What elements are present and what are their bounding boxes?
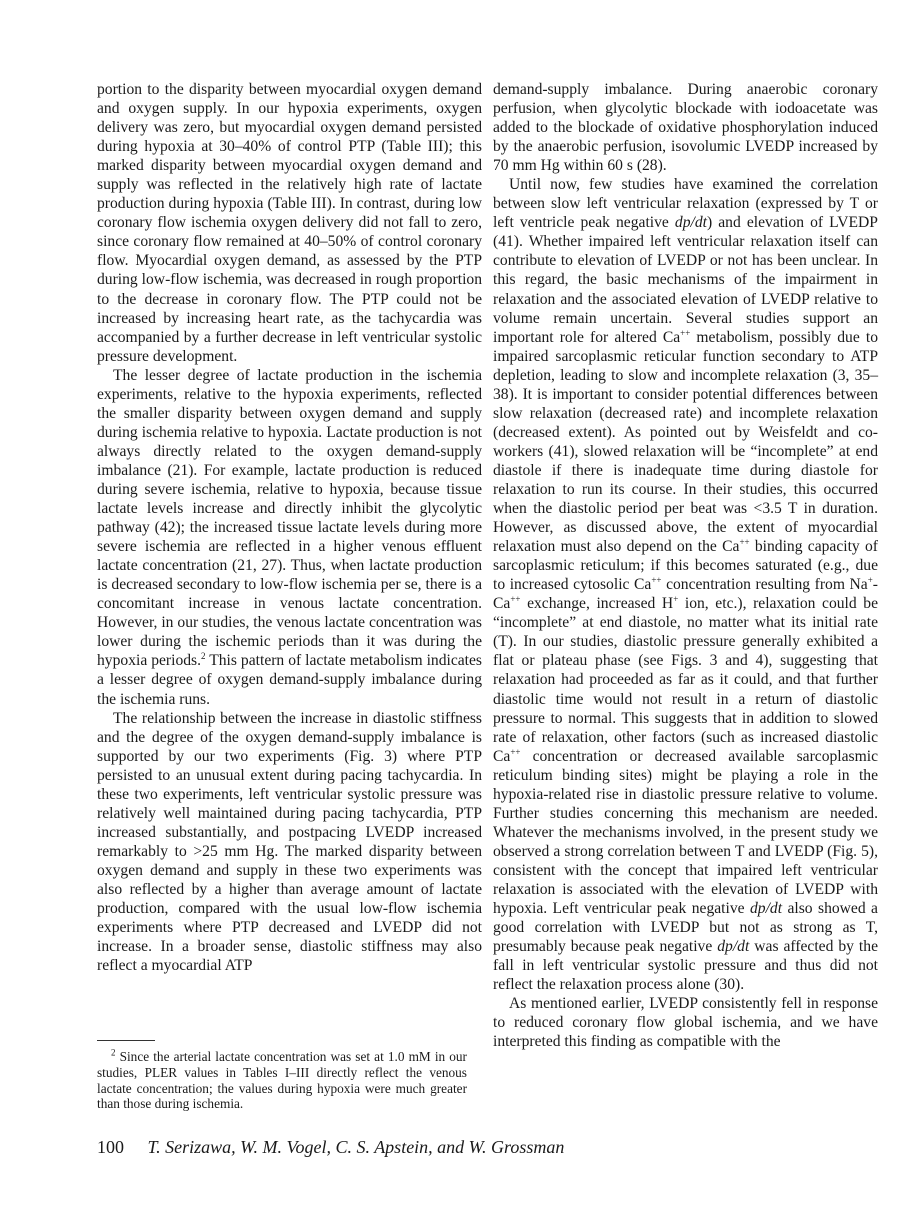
paragraph-text: This pattern of lactate metabolism indicates a lesser degree of oxygen demand-supply imbalance during the ischemia runs.	[97, 652, 482, 708]
footnote-divider	[97, 1040, 155, 1041]
superscript: +	[673, 594, 679, 605]
paragraph-text: concentration resulting from Na	[661, 576, 868, 594]
paragraph: As mentioned earlier, LVEDP consistently fell in response to reduced coronary flow global ischemia, and we have interpreted this finding as compatible with the	[493, 995, 878, 1051]
superscript: ++	[510, 746, 521, 757]
footnote-text: Since the arterial lactate concentration was set at 1.0 mM in our studies, PLER values in Tables I–III directly reflect the venous lactate concentration; the values during hypoxia were much greater than those during ischemia.	[97, 1049, 467, 1112]
paragraph	[97, 366, 482, 709]
footnote-marker: 2	[111, 1047, 116, 1058]
paragraph: demand-supply imbalance. During anaerobic coronary perfusion, when glycolytic blockade with iodoacetate was added to the blockade of oxidative phosphorylation induced by the anaerobic perfusion, isovolumic LVEDP increased by 70 mm Hg within 60 s (28).	[493, 81, 878, 175]
paragraph-text: also showed a good correlation with LVEDP but not as strong as T, presumably because peak negative	[493, 900, 878, 956]
paragraph-text: The lesser degree of lactate production in the ischemia experiments, relative to the hypoxia experiments, reflected the smaller disparity between oxygen demand and supply during ischemia relative to hypoxia. Lactate production is not always directly related to the oxygen demand-supply imbalance (21). For example, lactate production is reduced during severe ischemia, relative to hypoxia, because tissue lactate levels increase and directly inhibit the glycolytic pathway (42); the increased tissue lactate levels during more severe ischemia are reflected in a higher venous effluent lactate concentration (21, 27). Thus, when lactate production is decreased secondary to low-flow ischemia per se, there is a concomitant increase in venous lactate concentration. However, in our studies, the venous lactate concentration was lower during the ischemic periods than it was during the hypoxia periods.	[97, 366, 482, 670]
paragraph-text: binding capacity of sarcoplasmic reticulum; if this becomes saturated (e.g., due to increased cytosolic Ca	[493, 538, 878, 594]
superscript: ++	[510, 594, 521, 605]
footnote	[97, 1049, 467, 1112]
italic-term: dp/dt	[717, 938, 750, 956]
italic-term: dp/dt	[674, 214, 707, 232]
paragraph-text: concentration or decreased available sarcoplasmic reticulum binding sites) might be playing a role in the hypoxia-related rise in diastolic pressure relative to volume. Further studies concerning this mechanism are needed. Whatever the mechanisms involved, in the present study we observed a strong correlation between T and LVEDP (Fig. 5), consistent with the concept that impaired left ventricular relaxation is associated with the elevation of LVEDP with hypoxia. Left ventricular peak negative	[493, 747, 878, 918]
superscript: +	[867, 575, 873, 586]
author-running-head: T. Serizawa, W. M. Vogel, C. S. Apstein, and W. Grossman	[147, 1137, 565, 1157]
paragraph-text: exchange, increased H	[520, 595, 674, 613]
paragraph: portion to the disparity between myocardial oxygen demand and oxygen supply. In our hypoxia experiments, oxygen delivery was zero, but myocardial oxygen demand persisted during hypoxia at 30–40% of control PTP (Table III); this marked disparity between myocardial oxygen demand and supply was reflected in the relatively high rate of lactate production during hypoxia (Table III). In contrast, during low coronary flow ischemia oxygen delivery did not fall to zero, since coronary flow remained at 40–50% of control coronary flow. Myocardial oxygen demand, as assessed by the PTP during low-flow ischemia, was decreased in rough proportion to the decrease in coronary flow. The PTP could not be increased by increasing heart rate, as the tachycardia was accompanied by a further decrease in left ventricular systolic pressure development.	[97, 81, 482, 365]
paragraph	[493, 175, 878, 994]
superscript: ++	[651, 575, 662, 586]
page-number: 100	[97, 1137, 124, 1157]
footnote-ref: 2	[201, 651, 206, 662]
left-column	[97, 80, 482, 975]
paragraph-text: ) and elevation of LVEDP (41). Whether impaired left ventricular relaxation itself can contribute to elevation of LVEDP or not has been unclear. In this regard, the basic mechanisms of the impairment in relaxation and the associated elevation of LVEDP relative to volume remain uncertain. Several studies support an important role for altered Ca	[493, 214, 878, 346]
superscript: ++	[680, 327, 691, 338]
paragraph-text: Until now, few studies have examined the correlation between slow left ventricular relaxation (expressed by T or left ventricle peak negative	[493, 176, 878, 232]
italic-term: dp/dt	[749, 900, 783, 918]
paragraph: The relationship between the increase in diastolic stiffness and the degree of the oxygen demand-supply imbalance is supported by our two experiments (Fig. 3) where PTP persisted to an unusual extent during pacing tachycardia. In these two experiments, left ventricular systolic pressure was relatively well maintained during pacing tachycardia, PTP increased substantially, and postpacing LVEDP increased remarkably to >25 mm Hg. The marked disparity between oxygen demand and supply in these two experiments was also reflected by a higher than average amount of lactate production, compared with the usual low-flow ischemia experiments where PTP decreased and LVEDP did not increase. In a broader sense, diastolic stiffness may also reflect a myocardial ATP	[97, 709, 482, 975]
paragraph-text: -Ca	[493, 576, 878, 613]
page-footer	[97, 1137, 797, 1158]
superscript: ++	[739, 536, 750, 547]
paragraph-text: metabolism, possibly due to impaired sarcoplasmic reticular function secondary to ATP depletion, leading to slow and incomplete relaxation (3, 35–38). It is important to consider potential differences between slow relaxation (decreased rate) and incomplete relaxation (decreased extent). As pointed out by Weisfeldt and co-workers (41), slowed relaxation will be “incomplete” at end diastole if there is inadequate time during diastole for relaxation to run its course. In their studies, this occurred when the diastolic period per beat was <3.5 T in duration. However, as discussed above, the extent of myocardial relaxation must also depend on the Ca	[493, 328, 878, 556]
right-column	[493, 80, 878, 1051]
paragraph-text: was affected by the fall in left ventricular systolic pressure and thus did not reflect the relaxation process alone (30).	[493, 938, 878, 994]
paragraph-text: ion, etc.), relaxation could be “incomplete” at end diastole, no matter what its initial rate (T). In our studies, diastolic pressure generally exhibited a flat or plateau phase (see Figs. 3 and 4), suggesting that relaxation had proceeded as far as it could, and that further diastolic time would not result in a return of diastolic pressure to normal. This suggests that in addition to slowed rate of relaxation, other factors (such as increased diastolic Ca	[493, 595, 878, 765]
